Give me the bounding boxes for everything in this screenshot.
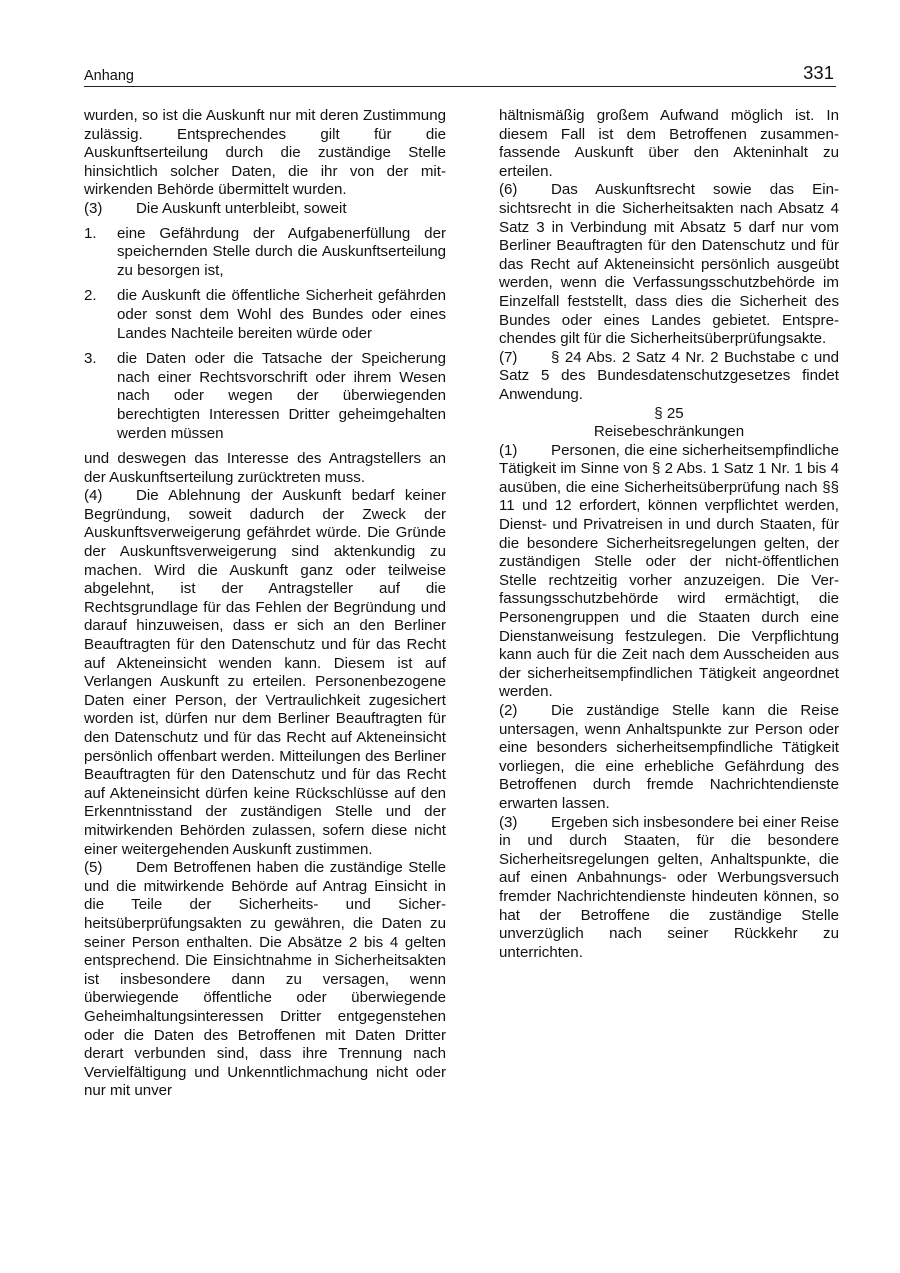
numbered-list [84,225,446,444]
paragraph-text: Die zuständige Stelle kann die Reise untersagen, wenn Anhaltspunkte zur Person oder eine besonders sicherheitsempfindliche Tätigkeit vorliegen, die eine erhebliche Gefährdung des Betroffenen durch fremde Nachrichtendienste erwarten lassen. [499,702,839,812]
header-section-label: Anhang [84,68,134,84]
paragraph-text: Die Auskunft unterbleibt, soweit [136,199,347,217]
continued-paragraph: wurden, so ist die Auskunft nur mit deren Zustimmung zulässig. Entsprechendes gilt für die Auskunftserteilung durch die zuständige Stelle hinsichtlich solcher Daten, die ihr von der mitwirkenden Behörde übermittelt wurden. [84,107,446,199]
paragraph-number: (5) [84,859,103,877]
section-paragraph-3 [499,814,839,963]
paragraph-text: Personen, die eine sicherheitsempfindliche Tätigkeit im Sinne von § 2 Abs. 1 Satz 1 Nr. 1 bis 4 ausüben, die eine Sicherheitsüberprüfung nach §§ 11 und 12 erfordert, können verpflichtet werden, Dienst- und Privatreisen in und durch Staaten, für die besondere Sicherheitsregelungen gelten, der zuständigen Stelle oder der nicht-öffentlichen Stelle rechtzeitig vorher anzuzeigen. Die Verfassungsschutzbehörde wird ermächtigt, die Personengruppen und die Staaten durch eine Dienstanweisung festzulegen. Die Verpflichtung kann auch für die Zeit nach dem Ausscheiden aus der sicherheitsempfindlichen Tätigkeit angeordnet werden. [499,441,839,701]
page-number: 331 [803,62,834,83]
left-column [84,107,446,1101]
list-item-text: die Daten oder die Tatsache der Speicherung nach einer Rechtsvorschrift oder ihrem Wesen nach oder wegen der überwiegenden berechtigten Interessen Dritter geheimgehalten werden müssen [117,350,446,442]
paragraph-3 [84,200,446,219]
continued-paragraph: hältnismäßig großem Aufwand möglich ist. In diesem Fall ist dem Betroffenen zusammenfassende Auskunft über den Akteninhalt zu erteilen. [499,107,839,180]
paragraph-7 [499,349,839,405]
paragraph-5 [84,859,446,1101]
paragraph-text: Das Auskunftsrecht sowie das Einsichtsrecht in die Sicherheitsakten nach Absatz 4 Satz 3 in Verbindung mit Absatz 5 darf nur vom Berliner Beauftragten für den Datenschutz und für das Recht auf Akteneinsicht persönlich ausgeübt werden, wenn die Verfassungsschutzbehörde im Einzelfall feststellt, dass dies die Sicherheit des Bundes oder eines Landes gebietet. Entsprechendes gilt für die Sicherheitsüberprüfungsakte. [499,181,839,348]
list-item [84,225,446,281]
paragraph-text: Die Ablehnung der Auskunft bedarf keiner Begründung, soweit dadurch der Zweck der Auskunftsverweigerung gefährdet würde. Die Gründe der Auskunftsverweigerung sind aktenkundig zu machen. Wird die Auskunft ganz oder teilweise abgelehnt, ist der Antragsteller auf die Rechtsgrundlage für das Fehlen der Begründung und darauf hinzuweisen, dass er sich an den Berliner Beauftragten für den Datenschutz und für das Recht auf Akteneinsicht wenden kann. Diesem ist auf Verlangen Auskunft zu erteilen. Personenbezogene Daten einer Person, der Vertraulichkeit zugesichert worden ist, dürfen nur dem Berliner Beauftragten für den Datenschutz und für das Recht auf Akteneinsicht persönlich offenbart werden. Mitteilungen des Berliner Beauftragten für den Datenschutz und für das Recht auf Akteneinsicht dürfen keine Rückschlüsse auf den Erkenntnisstand der zuständigen Stelle und der mitwirkenden Behörden zulassen, sofern diese nicht einer weitergehenden Auskunft zustimmen. [84,487,446,858]
list-item-text: die Auskunft die öffentliche Sicherheit gefährden oder sonst dem Wohl des Bundes oder eines Landes Nachteile bereiten würde oder [117,287,446,342]
list-item-number: 1. [84,224,97,242]
paragraph-number: (7) [499,348,518,366]
list-item-number: 2. [84,287,97,305]
list-conclusion: und deswegen das Interesse des Antragstellers an der Auskunftserteilung zurücktreten muss. [84,450,446,486]
section-paragraph-1 [499,442,839,702]
paragraph-number: (4) [84,487,103,505]
paragraph-number: (3) [84,199,103,217]
paragraph-text: § 24 Abs. 2 Satz 4 Nr. 2 Buchstabe c und Satz 5 des Bundesdatenschutzgesetzes findet Anwendung. [499,348,839,403]
section-title: Reisebeschränkungen [593,423,745,441]
paragraph-number: (2) [499,702,518,719]
section-number: § 25 [654,404,684,422]
paragraph-number: (1) [499,441,518,459]
paragraph-4 [84,487,446,859]
section-paragraph-2 [499,702,839,814]
paragraph-text: Dem Betroffenen haben die zuständige Stelle und die mitwirkende Behörde auf Antrag Einsicht in die Teile der Sicherheits- und Sicherheitsüberprüfungsakten zu gewähren, die Daten zu seiner Person enthalten. Die Absätze 2 bis 4 gelten entsprechend. Die Einsichtnahme in Sicherheitsakten ist insbesondere dann zu versagen, wenn überwiegende öffentliche oder überwiegende Geheimhaltungsinteressen Dritter entgegenstehen oder die Daten des Betroffenen mit Daten Dritter derart verbunden sind, dass ihre Trennung nach Vervielfältigung und Unkenntlichmachung nicht oder nur mit unver [84,859,446,1100]
paragraph-6 [499,181,839,348]
paragraph-number: (3) [499,813,518,831]
paragraph-text: Ergeben sich insbesondere bei einer Reise in und durch Staaten, für die besondere Sicherheitsregelungen gelten, Anhaltspunkte, die auf einen Anbahnungs- oder Werbungsversuch fremder Nachrichtendienste hindeuten können, so hat der Betroffene die zuständige Stelle unverzüglich nach seiner Rückkehr zu unterrichten. [499,813,839,961]
header-divider [84,86,836,87]
right-column [499,107,839,962]
list-item-text: eine Gefährdung der Aufgabenerfüllung der speichernden Stelle durch die Auskunftserteilung zu besorgen ist, [117,224,446,279]
list-item [84,350,446,443]
list-item-number: 3. [84,350,97,368]
list-item [84,287,446,343]
paragraph-number: (6) [499,181,518,199]
